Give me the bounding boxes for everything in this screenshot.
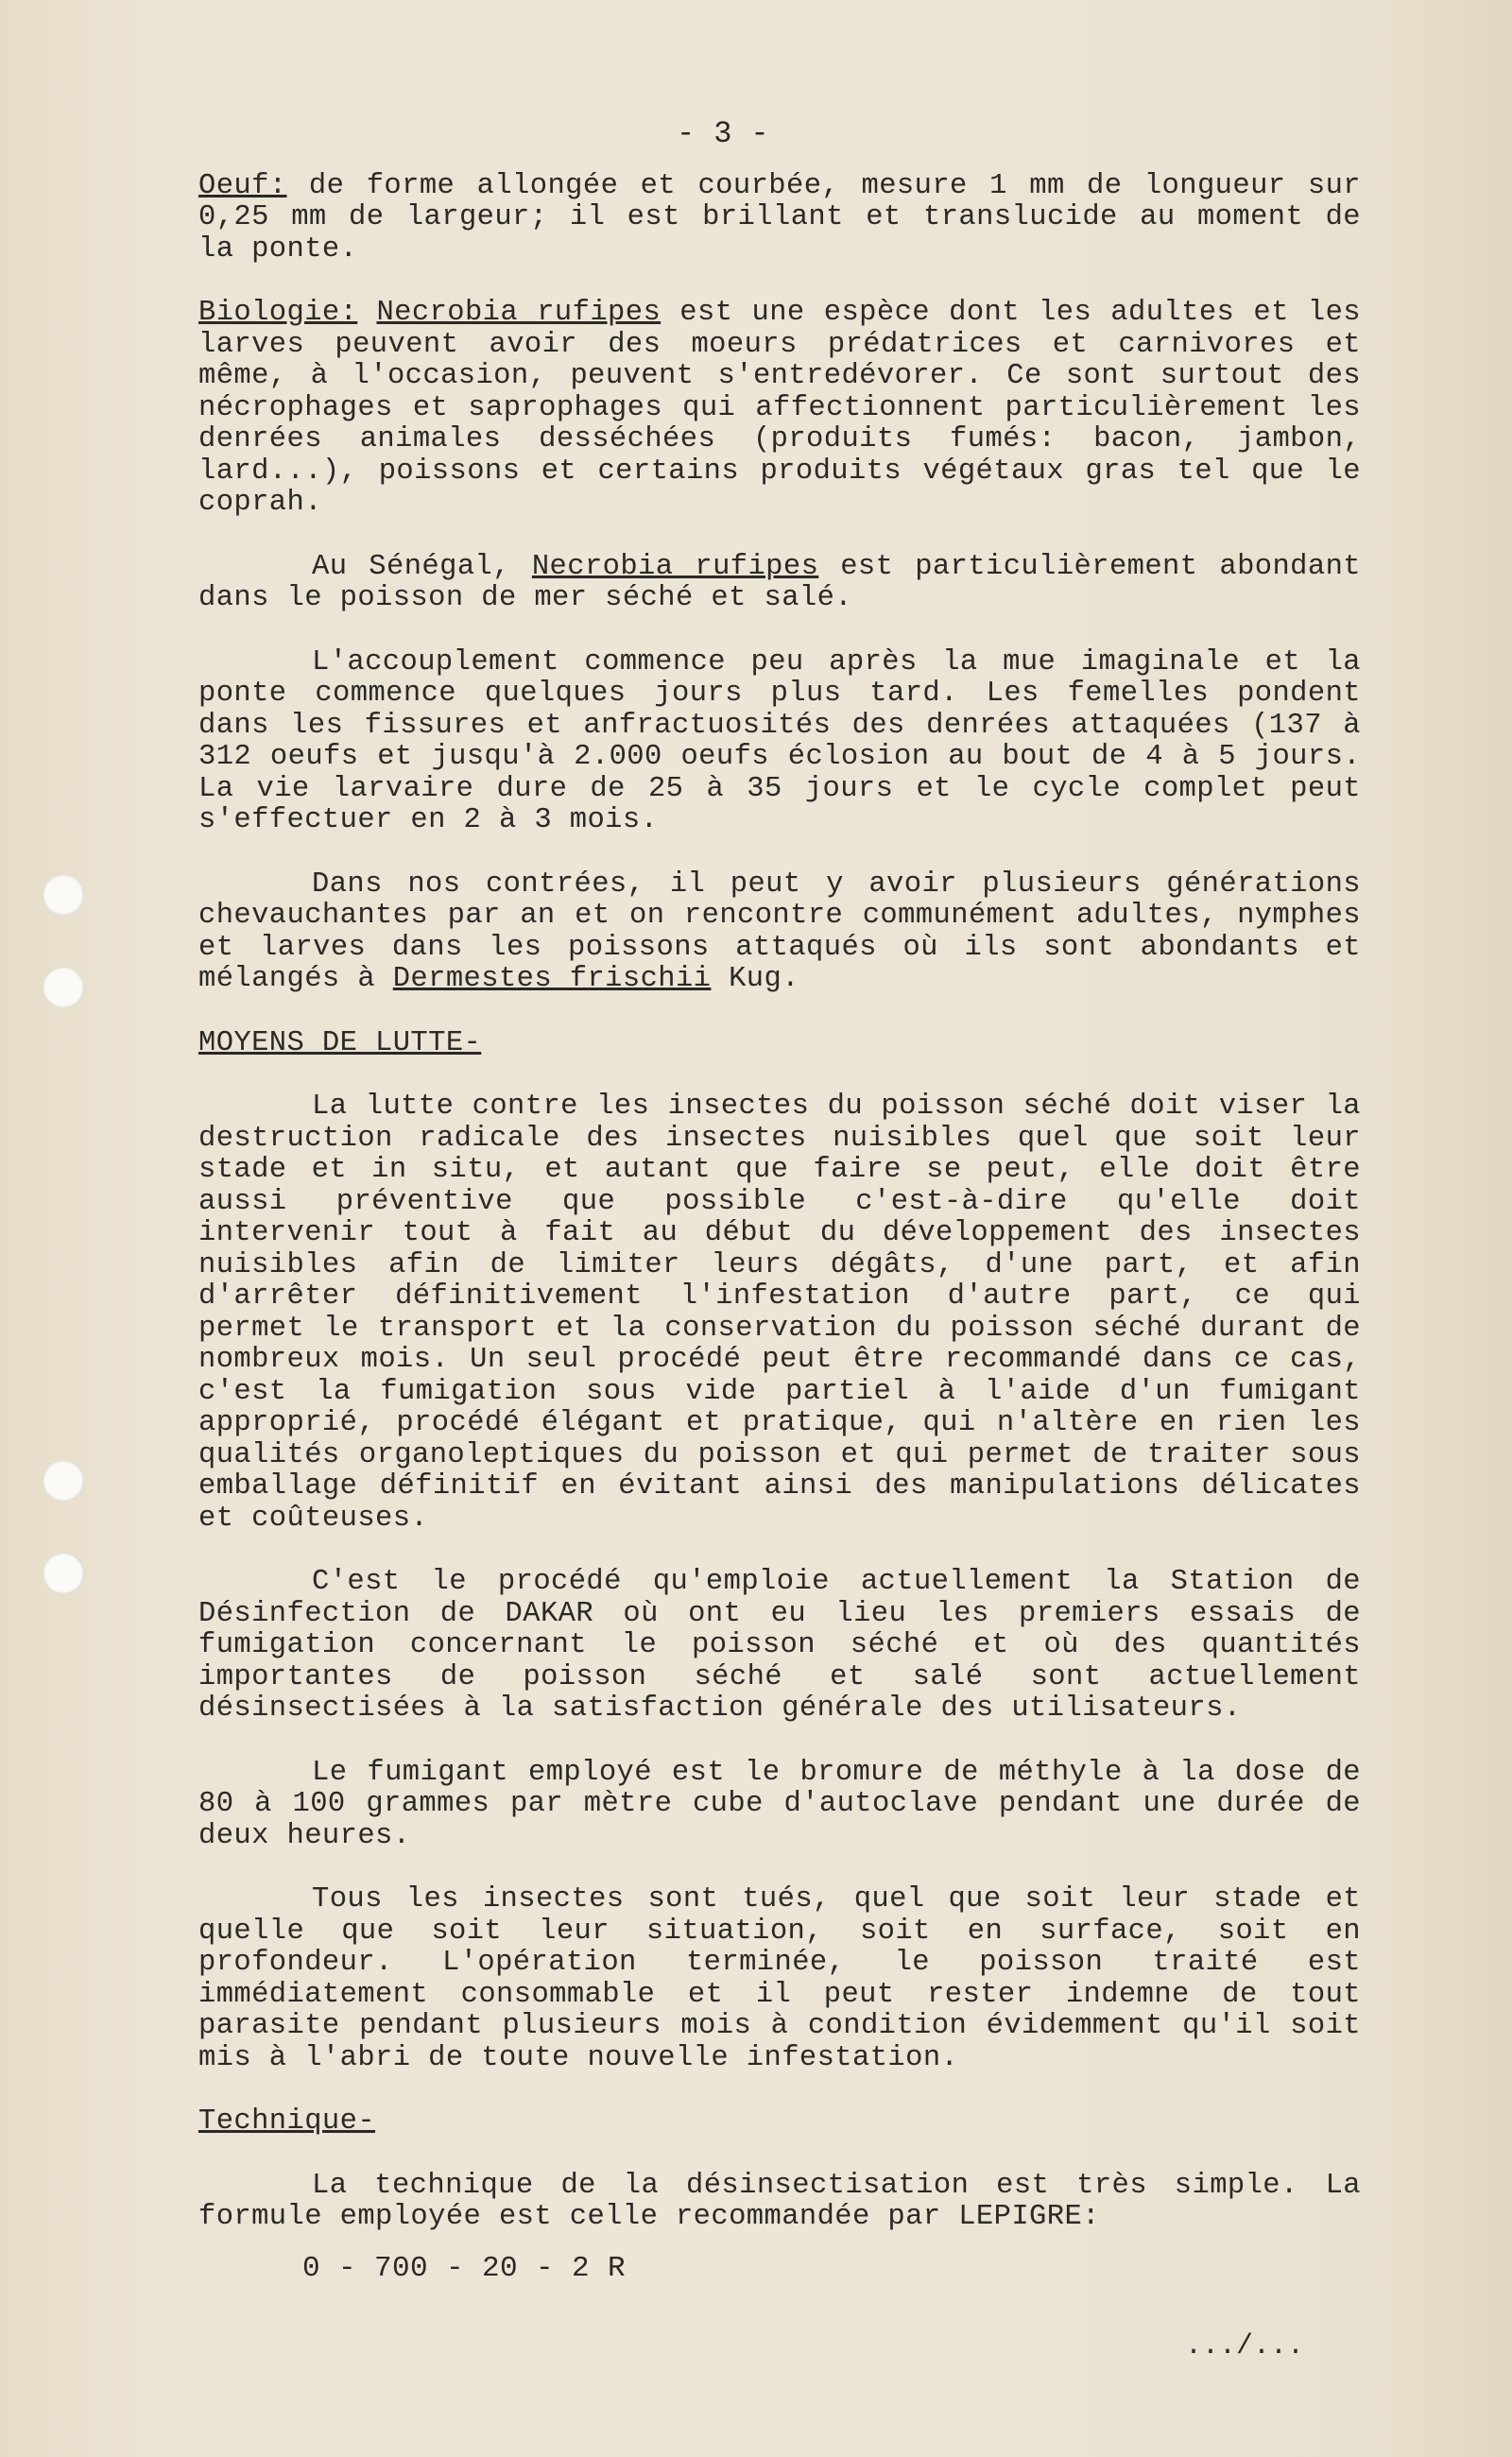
paragraph-contrees xyxy=(198,869,1361,996)
paragraph-technique: La technique de la désinsectisation est très simple. La formule employée est celle recommandée par LEPIGRE: xyxy=(198,2169,1361,2233)
paragraph-tail: Kug. xyxy=(711,963,799,995)
page-number: - 3 - xyxy=(676,116,769,151)
document-body xyxy=(198,118,1361,2284)
paragraph-oeuf xyxy=(198,171,1361,266)
heading-moyens-de-lutte: MOYENS DE LUTTE- xyxy=(198,1026,482,1059)
species-name: Dermestes frischii xyxy=(392,963,712,995)
paragraph-biologie xyxy=(198,298,1361,520)
heading-technique: Technique- xyxy=(198,2105,376,2138)
paragraph-lutte: La lutte contre les insectes du poisson séché doit viser la destruction radicale des insectes nuisibles quel que soit leur stade et in situ, et autant que faire se peut, elle doit être aussi préventive que possible c'est-à-dire qu'elle doit intervenir tout à fait au début du développement des insectes nuisibles afin de limiter leurs dégâts, d'une part, et afin d'arrêter définitivement l'infestation d'autre part, ce qui permet le transport et la conservation du poisson séché durant de nombreux mois. Un seul procédé peut être recommandé dans ce cas, c'est la fumigation sous vide partiel à l'aide d'un fumigant approprié, procédé élégant et pratique, qui n'altère en rien les qualités organoleptiques du poisson et qui permet de traiter sous emballage définitif en évitant ainsi des manipulations délicates et coûteuses. xyxy=(198,1091,1361,1535)
punch-hole xyxy=(43,967,84,1008)
paragraph-text: est une espèce dont les adultes et les larves peuvent avoir des moeurs prédatrices et carnivores et même, à l'occasion, peuvent s'entredévorer. Ce sont surtout des nécrophages et saprophages qui affectionnent particulièrement les denrées animales desséchées (produits fumés: bacon, jambon, lard...), poissons et certains produits végétaux gras tel que le coprah. xyxy=(198,297,1362,519)
punch-hole xyxy=(43,1553,84,1594)
paragraph-lead: Au Sénégal, xyxy=(312,550,532,583)
paragraph-insectes: Tous les insectes sont tués, quel que soit leur stade et quelle que soit leur situation, soit en surface, soit en profondeur. L'opération terminée, le poisson traité est immédiatement consommable et il peut rester indemne de tout parasite pendant plusieurs mois à condition évidemment qu'il soit mis à l'abri de toute nouvelle infestation. xyxy=(198,1883,1361,2074)
formula: 0 - 700 - 20 - 2 R xyxy=(302,2251,627,2285)
species-name: Necrobia rufipes xyxy=(376,297,662,329)
paragraph-text: Dans nos contrées, il peut y avoir plusieurs générations chevauchantes par an et on rencontre communément adultes, nymphes et larves dans les poissons attaqués où ils sont abondants et mélangés à xyxy=(198,868,1361,995)
section-label: Biologie: xyxy=(198,297,358,329)
paragraph-accouplement: L'accouplement commence peu après la mue imaginale et la ponte commence quelques jours plus tard. Les femelles pondent dans les fissures et anfractuosités des denrées attaquées (137 à 312 oeufs et jusqu'à 2.000 oeufs éclosion au bout de 4 à 5 jours. La vie larvaire dure de 25 à 35 jours et le cycle complet peut s'effectuer en 2 à 3 mois. xyxy=(198,645,1361,836)
paragraph-senegal xyxy=(198,552,1361,615)
paragraph-fumigant: Le fumigant employé est le bromure de méthyle à la dose de 80 à 100 grammes par mètre cube d'autoclave pendant une durée de deux heures. xyxy=(198,1756,1361,1852)
paragraph-text: de forme allongée et courbée, mesure 1 mm de longueur sur 0,25 mm de largeur; il est brillant et translucide au moment de la ponte. xyxy=(198,169,1361,266)
paragraph-procede: C'est le procédé qu'emploie actuellement la Station de Désinfection de DAKAR où ont eu lieu les premiers essais de fumigation concernant le poisson séché et où des quantités importantes de poisson séché et salé sont actuellement désinsectisées à la satisfaction générale des utilisateurs. xyxy=(198,1566,1361,1725)
section-label: Oeuf: xyxy=(198,169,287,202)
paragraph-text: est particulièrement abondant dans le poisson de mer séché et salé. xyxy=(198,550,1361,614)
punch-hole xyxy=(43,1460,84,1502)
continuation-mark: .../... xyxy=(1184,2330,1304,2362)
species-name: Necrobia rufipes xyxy=(531,550,819,583)
punch-hole xyxy=(43,874,84,916)
